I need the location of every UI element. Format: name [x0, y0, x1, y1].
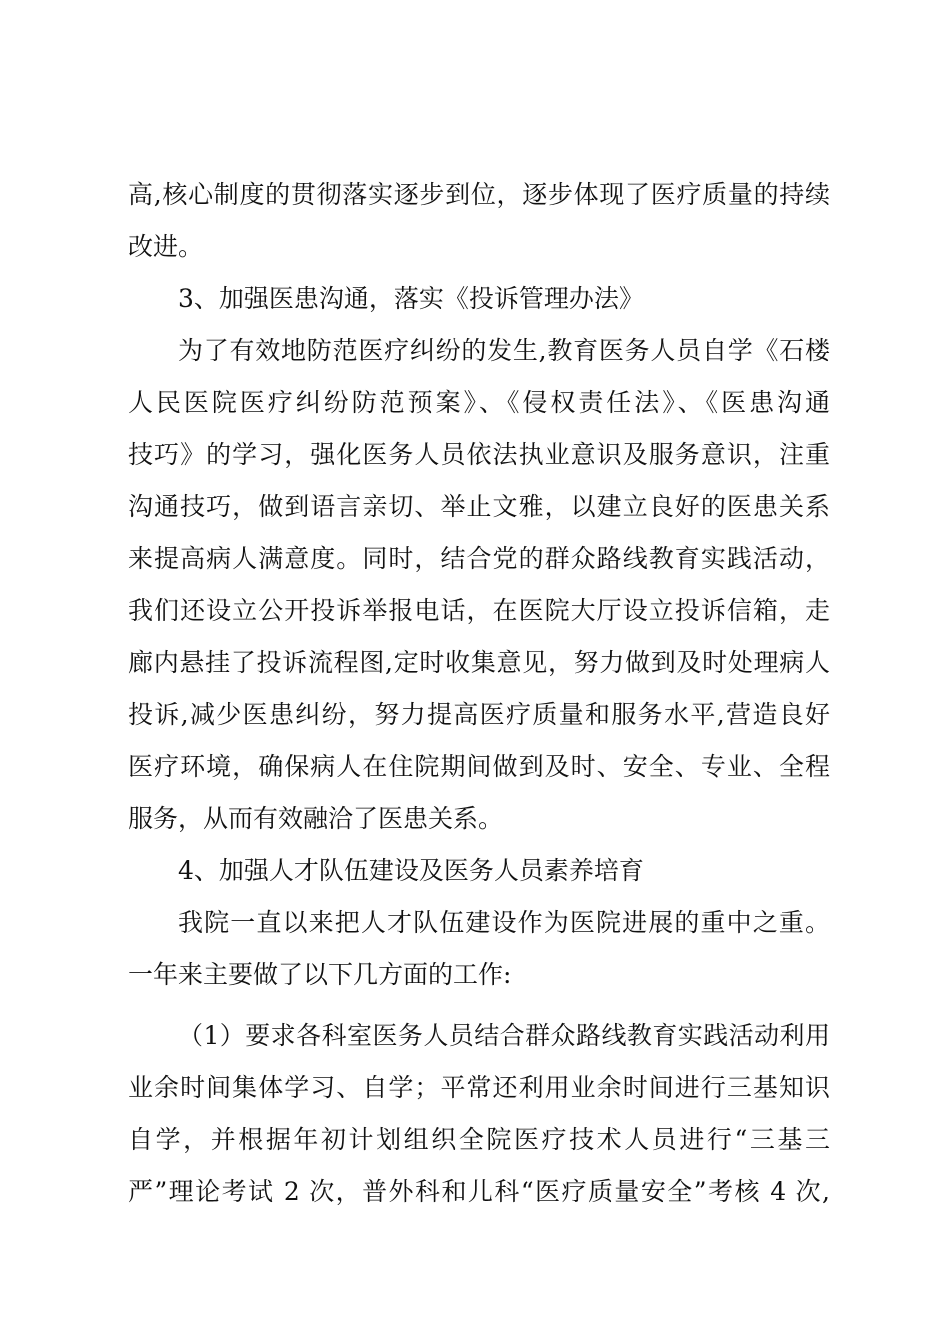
- body-text-line: 高,核心制度的贯彻落实逐步到位，逐步体现了医疗质量的持续: [128, 180, 830, 209]
- body-text-line: 医疗环境，确保病人在住院期间做到及时、安全、专业、全程: [128, 752, 830, 781]
- body-text-line: 自学，并根据年初计划组织全院医疗技术人员进行“三基三: [128, 1125, 830, 1154]
- body-text-line: （1）要求各科室医务人员结合群众路线教育实践活动利用: [178, 1021, 830, 1050]
- body-text-line: 投诉,减少医患纠纷，努力提高医疗质量和服务水平,营造良好: [128, 700, 830, 729]
- body-text-line: 服务，从而有效融洽了医患关系。: [128, 804, 504, 833]
- body-text-line: 来提高病人满意度。同时，结合党的群众路线教育实践活动，: [128, 544, 830, 573]
- body-text-line: 改进。: [128, 232, 204, 261]
- section-heading: 3、加强医患沟通，落实《投诉管理办法》: [178, 284, 644, 313]
- body-text-line: 业余时间集体学习、自学；平常还利用业余时间进行三基知识: [128, 1073, 830, 1102]
- body-text-line: 技巧》的学习，强化医务人员依法执业意识及服务意识，注重: [128, 440, 830, 469]
- body-text-line: 我们还设立公开投诉举报电话，在医院大厅设立投诉信箱，走: [128, 596, 830, 625]
- body-text-line: 我院一直以来把人才队伍建设作为医院进展的重中之重。: [178, 908, 830, 937]
- body-text-line: 人民医院医疗纠纷防范预案》、《侵权责任法》、《医患沟通: [128, 388, 830, 417]
- section-heading: 4、加强人才队伍建设及医务人员素养培育: [178, 856, 644, 885]
- body-text-line: 为了有效地防范医疗纠纷的发生,教育医务人员自学《石楼: [178, 336, 830, 365]
- body-text-line: 廊内悬挂了投诉流程图,定时收集意见，努力做到及时处理病人: [128, 648, 830, 677]
- body-text-line: 严”理论考试 2 次，普外科和儿科“医疗质量安全”考核 4 次,: [128, 1177, 830, 1206]
- body-text-line: 沟通技巧，做到语言亲切、举止文雅，以建立良好的医患关系: [128, 492, 830, 521]
- body-text-line: 一年来主要做了以下几方面的工作:: [128, 960, 512, 989]
